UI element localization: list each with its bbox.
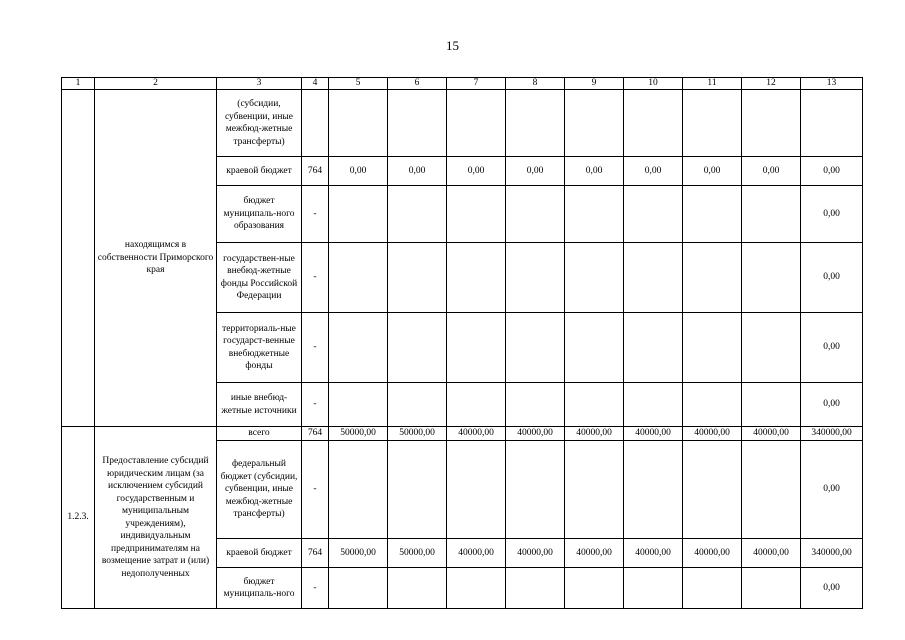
column-header: 11 <box>683 78 742 90</box>
value-cell: 0,00 <box>624 157 683 186</box>
funding-source: бюджет муниципаль-ного <box>217 568 302 609</box>
value-cell <box>388 243 447 313</box>
value-cell: 0,00 <box>329 157 388 186</box>
column-header: 8 <box>506 78 565 90</box>
value-cell: 40000,00 <box>624 427 683 441</box>
value-cell <box>388 383 447 427</box>
value-cell <box>565 90 624 157</box>
column-header: 6 <box>388 78 447 90</box>
value-cell <box>742 441 801 539</box>
value-cell <box>683 90 742 157</box>
value-cell: 50000,00 <box>388 427 447 441</box>
value-cell <box>742 568 801 609</box>
value-cell: 50000,00 <box>329 427 388 441</box>
code-cell: - <box>302 243 329 313</box>
funding-source: иные внебюд-жетные источники <box>217 383 302 427</box>
row-number: 1.2.3. <box>62 427 95 609</box>
value-cell <box>565 568 624 609</box>
total-cell: 340000,00 <box>801 539 863 568</box>
value-cell <box>624 243 683 313</box>
value-cell: 0,00 <box>742 157 801 186</box>
value-cell: 40000,00 <box>565 427 624 441</box>
code-cell: - <box>302 383 329 427</box>
value-cell <box>506 383 565 427</box>
total-cell: 0,00 <box>801 568 863 609</box>
value-cell <box>506 313 565 383</box>
value-cell <box>742 243 801 313</box>
total-cell: 0,00 <box>801 441 863 539</box>
value-cell: 0,00 <box>506 157 565 186</box>
value-cell: 40000,00 <box>683 427 742 441</box>
total-cell: 0,00 <box>801 313 863 383</box>
value-cell <box>624 313 683 383</box>
value-cell <box>742 90 801 157</box>
value-cell <box>329 186 388 243</box>
funding-source: государствен-ные внебюд-жетные фонды Российской Федерации <box>217 243 302 313</box>
value-cell: 40000,00 <box>742 427 801 441</box>
value-cell <box>624 568 683 609</box>
table-row <box>62 90 863 157</box>
total-cell <box>801 90 863 157</box>
column-header: 7 <box>447 78 506 90</box>
column-header: 10 <box>624 78 683 90</box>
value-cell <box>329 313 388 383</box>
column-header: 9 <box>565 78 624 90</box>
column-header: 2 <box>95 78 217 90</box>
value-cell <box>388 186 447 243</box>
value-cell <box>742 313 801 383</box>
value-cell: 40000,00 <box>624 539 683 568</box>
value-cell <box>329 243 388 313</box>
value-cell <box>388 441 447 539</box>
column-header: 3 <box>217 78 302 90</box>
total-cell: 340000,00 <box>801 427 863 441</box>
value-cell: 40000,00 <box>565 539 624 568</box>
value-cell: 40000,00 <box>742 539 801 568</box>
value-cell: 40000,00 <box>506 539 565 568</box>
value-cell <box>506 90 565 157</box>
total-cell: 0,00 <box>801 243 863 313</box>
code-cell: 764 <box>302 427 329 441</box>
value-cell <box>329 383 388 427</box>
value-cell <box>447 441 506 539</box>
value-cell <box>683 243 742 313</box>
value-cell <box>447 383 506 427</box>
value-cell <box>565 441 624 539</box>
value-cell <box>624 441 683 539</box>
value-cell: 40000,00 <box>506 427 565 441</box>
value-cell <box>565 186 624 243</box>
total-cell: 0,00 <box>801 383 863 427</box>
value-cell <box>624 90 683 157</box>
value-cell <box>624 186 683 243</box>
value-cell <box>742 186 801 243</box>
code-cell <box>302 90 329 157</box>
value-cell <box>447 90 506 157</box>
funding-source: бюджет муниципаль-ного образования <box>217 186 302 243</box>
code-cell: - <box>302 568 329 609</box>
value-cell: 50000,00 <box>388 539 447 568</box>
value-cell <box>506 441 565 539</box>
code-cell: - <box>302 441 329 539</box>
funding-source: территориаль-ные государст-венные внебюджетные фонды <box>217 313 302 383</box>
value-cell: 50000,00 <box>329 539 388 568</box>
column-header: 5 <box>329 78 388 90</box>
value-cell <box>565 313 624 383</box>
total-cell: 0,00 <box>801 157 863 186</box>
column-header: 13 <box>801 78 863 90</box>
value-cell <box>447 243 506 313</box>
value-cell <box>683 568 742 609</box>
funding-source: краевой бюджет <box>217 157 302 186</box>
code-cell: - <box>302 186 329 243</box>
value-cell <box>683 441 742 539</box>
page-number: 15 <box>446 38 459 53</box>
column-header: 4 <box>302 78 329 90</box>
funding-source: всего <box>217 427 302 441</box>
value-cell <box>506 243 565 313</box>
value-cell <box>329 441 388 539</box>
code-cell: - <box>302 313 329 383</box>
total-cell: 0,00 <box>801 186 863 243</box>
value-cell <box>624 383 683 427</box>
value-cell: 40000,00 <box>683 539 742 568</box>
value-cell <box>447 568 506 609</box>
funding-source: федеральный бюджет (субсидии, субвенции, иные межбюд-жетные трансферты) <box>217 441 302 539</box>
value-cell <box>447 186 506 243</box>
row-number <box>62 90 95 427</box>
value-cell <box>565 383 624 427</box>
value-cell: 40000,00 <box>447 539 506 568</box>
value-cell: 0,00 <box>565 157 624 186</box>
code-cell: 764 <box>302 539 329 568</box>
value-cell: 40000,00 <box>447 427 506 441</box>
value-cell <box>388 568 447 609</box>
value-cell <box>329 568 388 609</box>
column-header: 1 <box>62 78 95 90</box>
value-cell: 0,00 <box>683 157 742 186</box>
value-cell <box>683 313 742 383</box>
header-row <box>62 78 863 90</box>
value-cell: 0,00 <box>388 157 447 186</box>
column-header: 12 <box>742 78 801 90</box>
value-cell <box>329 90 388 157</box>
value-cell: 0,00 <box>447 157 506 186</box>
funding-source: (субсидии, субвенции, иные межбюд-жетные трансферты) <box>217 90 302 157</box>
value-cell <box>506 186 565 243</box>
table-row <box>62 427 863 441</box>
value-cell <box>447 313 506 383</box>
value-cell <box>388 313 447 383</box>
value-cell <box>683 186 742 243</box>
budget-table <box>61 77 863 609</box>
funding-source: краевой бюджет <box>217 539 302 568</box>
value-cell <box>388 90 447 157</box>
code-cell: 764 <box>302 157 329 186</box>
value-cell <box>742 383 801 427</box>
measure-name: Предоставление субсидий юридическим лицам (за исключением субсидий государственным и муниципальным учреждениям), индивидуальным предпринимателям на возмещение затрат и (или) недополученных <box>95 427 217 609</box>
measure-name: находящимся в собственности Приморского края <box>95 90 217 427</box>
value-cell <box>683 383 742 427</box>
value-cell <box>506 568 565 609</box>
value-cell <box>565 243 624 313</box>
